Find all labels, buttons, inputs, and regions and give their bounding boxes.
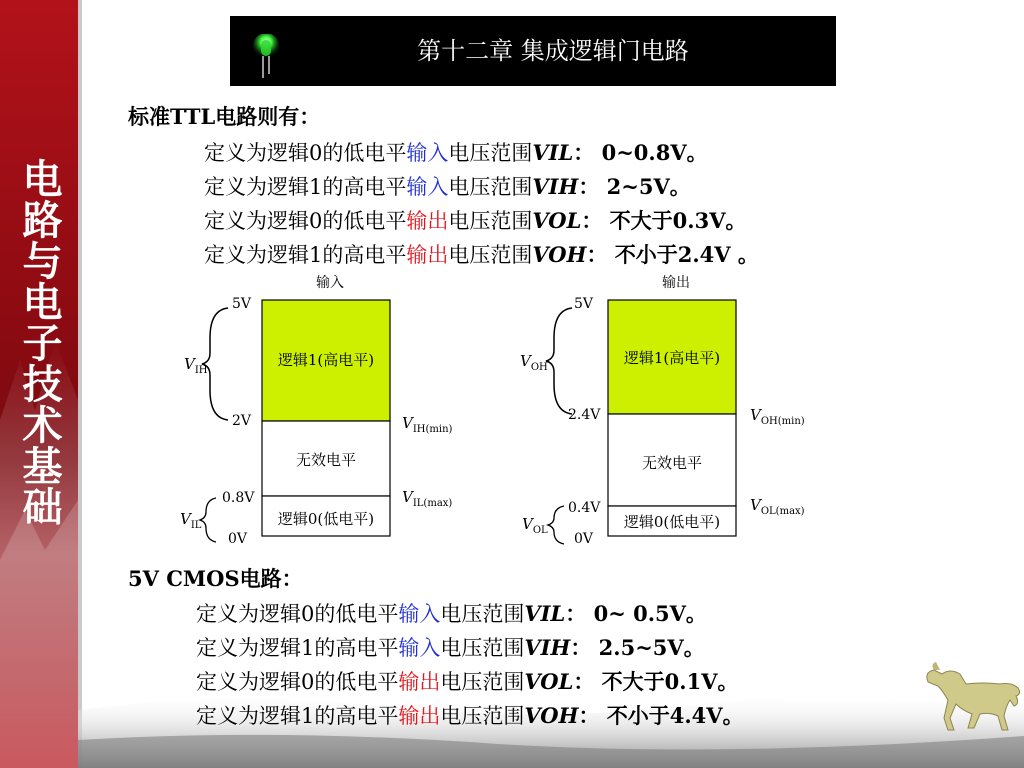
input-high-label: 逻辑1(高电平) xyxy=(277,351,375,369)
sidebar-title: 电路与电子技术基础 xyxy=(16,158,63,527)
output-invalid-label: 无效电平 xyxy=(641,454,703,472)
line-text: 定义为逻辑0的低电平 xyxy=(204,141,407,165)
horse-icon xyxy=(920,660,1024,736)
line-text: 电压范围 xyxy=(448,243,533,267)
output-24v-tick: 2.4V xyxy=(568,407,601,423)
line-text: 电压范围 xyxy=(448,141,533,165)
cmos-line-vil xyxy=(196,598,707,628)
output-level-diagram xyxy=(520,275,805,547)
output-vol-max-label: $V_{OL(max)}$ xyxy=(750,496,805,517)
highlight-output: 输出 xyxy=(398,704,441,728)
output-high-label: 逻辑1(高电平) xyxy=(623,349,721,367)
title-bar xyxy=(230,16,836,86)
highlight-input: 输入 xyxy=(406,141,449,165)
ttl-line-vil xyxy=(204,137,708,167)
output-caption: 输出 xyxy=(662,275,690,291)
highlight-output: 输出 xyxy=(406,243,449,267)
input-invalid-label: 无效电平 xyxy=(295,451,357,469)
line-text: 电压范围 xyxy=(448,175,533,199)
value: ： 0~ 0.5V。 xyxy=(565,601,707,626)
green-led-icon xyxy=(252,34,280,80)
output-04v-tick: 0.4V xyxy=(568,500,601,516)
output-0v-tick: 0V xyxy=(574,531,594,547)
line-text: 定义为逻辑0的低电平 xyxy=(204,209,407,233)
output-vol-symbol: $V_{OL}$ xyxy=(522,515,548,536)
input-2v-tick: 2V xyxy=(232,413,252,429)
input-vih-min-label: $V_{IH(min)}$ xyxy=(402,414,453,435)
symbol: VIL xyxy=(524,601,566,626)
sidebar xyxy=(0,0,78,768)
input-low-brace xyxy=(200,498,216,542)
value: ： 不大于0.1V。 xyxy=(573,669,739,694)
cmos-line-voh xyxy=(196,700,744,730)
input-high-brace xyxy=(202,308,228,420)
input-0v-tick: 0V xyxy=(228,531,248,547)
cmos-heading: 5V CMOS电路： xyxy=(128,566,303,591)
value: ： 不大于0.3V。 xyxy=(581,208,747,233)
input-level-diagram xyxy=(180,275,453,547)
value: ： 不小于4.4V。 xyxy=(578,703,744,728)
highlight-output: 输出 xyxy=(406,209,449,233)
output-low-brace xyxy=(548,506,564,544)
ttl-heading: 标准TTL电路则有： xyxy=(128,104,321,129)
symbol: VOH xyxy=(532,242,587,267)
symbol: VOH xyxy=(524,703,579,728)
value: ： 2.5~5V。 xyxy=(570,635,705,660)
ttl-line-vih xyxy=(204,171,691,201)
logic-level-diagram xyxy=(170,268,830,558)
ttl-line-vol xyxy=(204,205,747,235)
output-5v-tick: 5V xyxy=(574,296,594,312)
input-vih-symbol: $V_{IH}$ xyxy=(184,355,208,376)
highlight-input: 输入 xyxy=(398,636,441,660)
line-text: 电压范围 xyxy=(440,670,525,694)
value: ： 不小于2.4V 。 xyxy=(586,242,759,267)
cmos-line-vih xyxy=(196,632,705,662)
output-voh-min-label: $V_{OH(min)}$ xyxy=(750,406,805,427)
output-voh-symbol: $V_{OH}$ xyxy=(520,352,548,373)
output-high-brace xyxy=(546,308,572,414)
line-text: 电压范围 xyxy=(440,636,525,660)
line-text: 定义为逻辑1的高电平 xyxy=(204,243,407,267)
symbol: VOL xyxy=(524,669,574,694)
line-text: 电压范围 xyxy=(440,602,525,626)
line-text: 定义为逻辑1的高电平 xyxy=(196,636,399,660)
highlight-input: 输入 xyxy=(406,175,449,199)
symbol: VIH xyxy=(532,174,579,199)
input-vil-max-label: $V_{IL(max)}$ xyxy=(402,488,453,509)
page-title: 第十二章 集成逻辑门电路 xyxy=(417,37,689,65)
input-low-label: 逻辑0(低电平) xyxy=(277,510,375,528)
value: ： 2~5V。 xyxy=(578,174,691,199)
line-text: 定义为逻辑1的高电平 xyxy=(196,704,399,728)
input-08v-tick: 0.8V xyxy=(222,490,255,506)
symbol: VOL xyxy=(532,208,582,233)
line-text: 定义为逻辑0的低电平 xyxy=(196,670,399,694)
highlight-input: 输入 xyxy=(398,602,441,626)
ttl-line-voh xyxy=(204,239,759,269)
symbol: VIL xyxy=(532,140,574,165)
value: ： 0~0.8V。 xyxy=(573,140,708,165)
line-text: 定义为逻辑1的高电平 xyxy=(204,175,407,199)
output-low-label: 逻辑0(低电平) xyxy=(623,513,721,531)
input-vil-symbol: $V_{IL}$ xyxy=(180,510,202,531)
line-text: 定义为逻辑0的低电平 xyxy=(196,602,399,626)
line-text: 电压范围 xyxy=(448,209,533,233)
cmos-line-vol xyxy=(196,666,739,696)
input-5v-tick: 5V xyxy=(232,296,252,312)
highlight-output: 输出 xyxy=(398,670,441,694)
input-caption: 输入 xyxy=(316,275,344,291)
symbol: VIH xyxy=(524,635,571,660)
line-text: 电压范围 xyxy=(440,704,525,728)
